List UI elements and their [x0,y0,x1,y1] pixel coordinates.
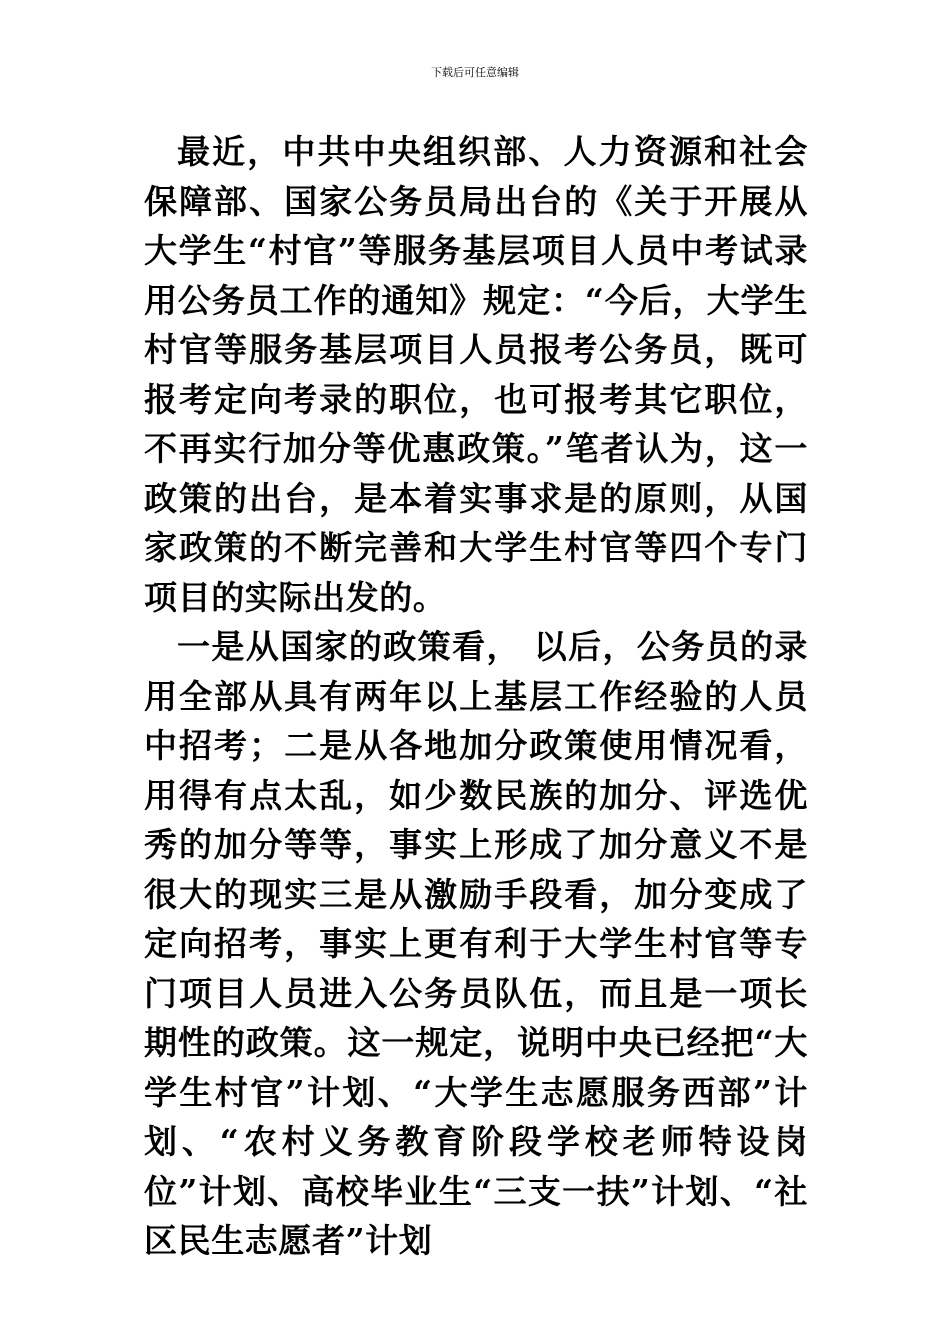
page-header: 下载后可任意编辑 [431,66,519,79]
paragraph-1: 最近，中共中央组织部、人力资源和社会保障部、国家公务员局出台的《关于开展从大学生“村官”等服务基层项目人员中考试录用公务员工作的通知》规定：“今后，大学生村官等服务基层项目人员报考公务员，既可报考定向考录的职位，也可报考其它职位，不再实行加分等优惠政策。”笔者认为，这一政策的出台，是本着实事求是的原则，从国家政策的不断完善和大学生村官等四个专门项目的实际出发的。 [144,132,808,617]
document-body [144,127,808,1266]
paragraph-2: 一是从国家的政策看， 以后，公务员的录用全部从具有两年以上基层工作经验的人员中招考；二是从各地加分政策使用情况看，用得有点太乱，如少数民族的加分、评选优秀的加分等等，事实上形成了加分意义不是很大的现实三是从激励手段看，加分变成了定向招考，事实上更有利于大学生村官等专门项目人员进入公务员队伍，而且是一项长期性的政策。这一规定，说明中央已经把“大学生村官”计划、“大学生志愿服务西部”计划、“农村义务教育阶段学校老师特设岗位”计划、高校毕业生“三支一扶”计划、“社区民生志愿者”计划 [144,627,808,1260]
